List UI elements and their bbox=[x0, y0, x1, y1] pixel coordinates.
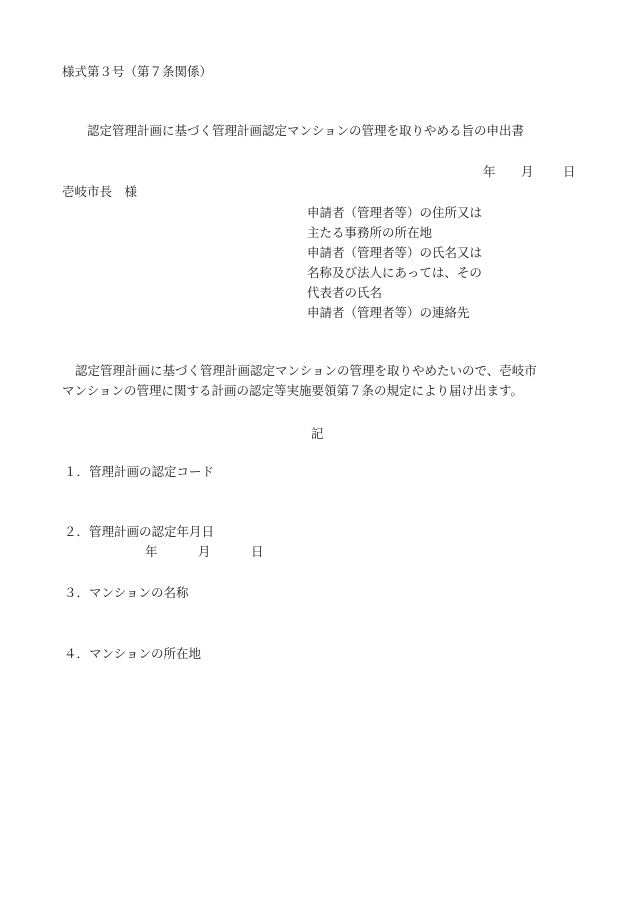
applicant-contact-label: 申請者（管理者等）の連絡先 bbox=[307, 305, 470, 320]
applicant-name-label-cont: 名称及び法人にあっては、その bbox=[307, 265, 482, 280]
applicant-representative-label: 代表者の氏名 bbox=[307, 285, 383, 300]
ki-heading: 記 bbox=[311, 426, 324, 441]
item-2-year-label: 年 bbox=[145, 544, 158, 559]
item-2-day-label: 日 bbox=[251, 544, 264, 559]
body-line-1: 認定管理計画に基づく管理計画認定マンションの管理を取りやめたいので、壱岐市 bbox=[75, 363, 537, 378]
date-year-label: 年 bbox=[483, 164, 496, 179]
date-month-label: 月 bbox=[521, 164, 534, 179]
addressee: 壱岐市長 様 bbox=[62, 184, 138, 199]
item-mansion-name: ３．マンションの名称 bbox=[64, 585, 189, 600]
item-2-month-label: 月 bbox=[198, 544, 211, 559]
item-mansion-location: ４．マンションの所在地 bbox=[64, 646, 201, 661]
applicant-address-label-cont: 主たる事務所の所在地 bbox=[307, 225, 433, 240]
date-day-label: 日 bbox=[563, 164, 576, 179]
applicant-address-label: 申請者（管理者等）の住所又は bbox=[307, 205, 483, 220]
item-certification-code: １．管理計画の認定コード bbox=[64, 464, 215, 479]
document-title: 認定管理計画に基づく管理計画認定マンションの管理を取りやめる旨の申出書 bbox=[87, 123, 524, 138]
body-line-2: マンションの管理に関する計画の認定等実施要領第７条の規定により届け出ます。 bbox=[62, 383, 523, 398]
item-certification-date: ２．管理計画の認定年月日 bbox=[64, 524, 215, 539]
form-number: 様式第３号（第７条関係） bbox=[62, 64, 213, 79]
applicant-name-label: 申請者（管理者等）の氏名又は bbox=[307, 245, 483, 260]
